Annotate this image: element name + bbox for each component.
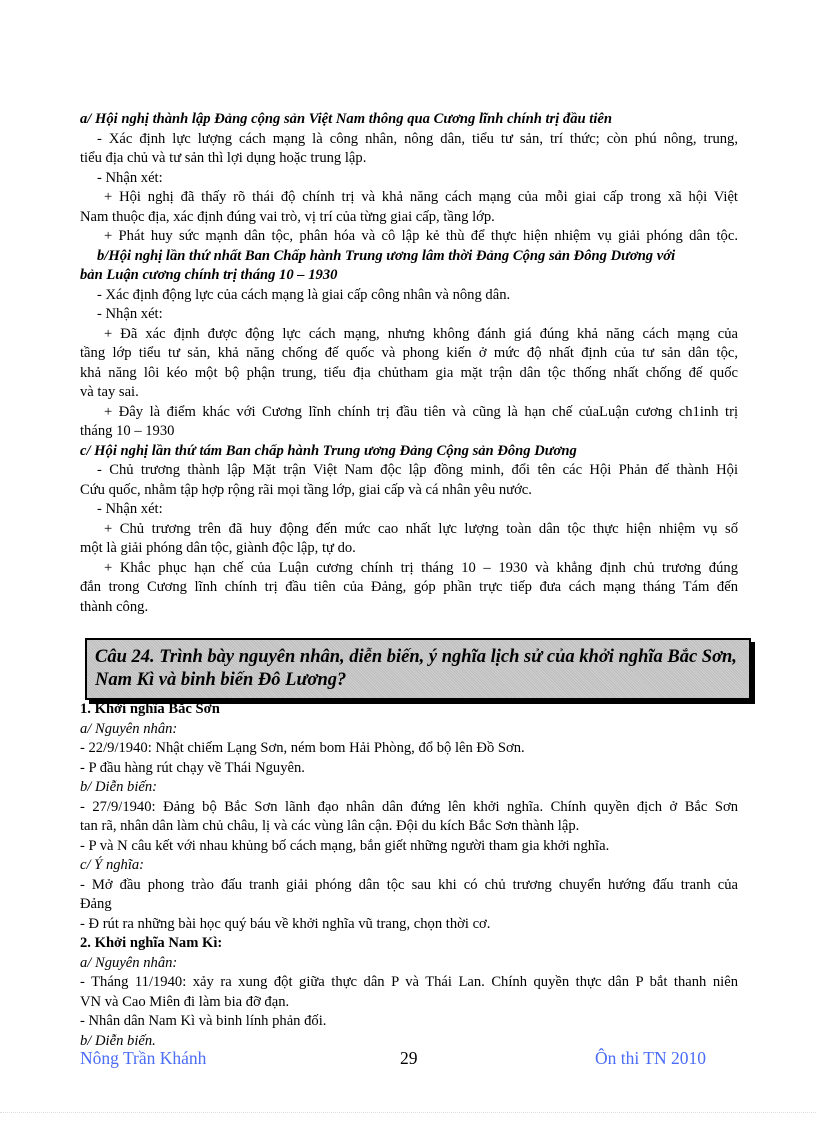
text-line: - Xác định động lực của cách mạng là giai cấp công nhân và nông dân.: [97, 286, 511, 303]
section-heading: a/ Hội nghị thành lập Đảng cộng sản Việt Nam thông qua Cương lĩnh chính trị đầu tiên: [80, 111, 612, 127]
text-line: - Nhân dân Nam Kì và binh lính phản đối.: [80, 1013, 327, 1029]
text-line: + Phát huy sức mạnh dân tộc, phân hóa và cô lập kẻ thù để thực hiện nhiệm vụ giải phóng dân tộc.: [104, 228, 738, 244]
section-party-conferences: [80, 110, 738, 617]
text-line: + Đã xác định được động lực cách mạng, nhưng không đánh giá đúng khả năng cách mạng của: [104, 325, 738, 342]
footer-title: Ôn thi TN 2010: [595, 1048, 706, 1068]
text-line: tiểu địa chủ và tư sản thì lợi dụng hoặc trung lập.: [80, 150, 367, 166]
text-line: - 22/9/1940: Nhật chiếm Lạng Sơn, ném bom Hải Phòng, đổ bộ lên Đồ Sơn.: [80, 740, 525, 756]
text-line: - Xác định lực lượng cách mạng là công nhân, nông dân, tiểu tư sản, trí thức; còn phú nông, trung,: [97, 130, 738, 147]
text-line: một là giải phóng dân tộc, giành độc lập, tự do.: [80, 540, 356, 556]
subheading: b/ Diễn biến.: [80, 1032, 156, 1049]
text-line: VN và Cao Miên đi làm bia đỡ đạn.: [80, 993, 290, 1010]
text-line: - Nhận xét:: [97, 501, 163, 517]
text-line: - Chủ trương thành lập Mặt trận Việt Nam độc lập đồng minh, đổi tên các Hội Phản đế thành Hội: [97, 462, 738, 478]
text-line: + Đây là điểm khác với Cương lĩnh chính trị đầu tiên và cũng là hạn chế củaLuận cương ch1inh trị: [104, 403, 738, 420]
section-heading: 2. Khởi nghĩa Nam Kì:: [80, 935, 223, 951]
text-line: + Hội nghị đã thấy rõ thái độ chính trị và khả năng cách mạng của mỗi giai cấp trong xã hội Việt: [104, 189, 738, 205]
footer-author: Nông Trần Khánh: [80, 1048, 207, 1068]
footer-page-number: 29: [400, 1048, 418, 1068]
text-line: tháng 10 – 1930: [80, 423, 175, 439]
text-line: và tay sai.: [80, 384, 139, 400]
subheading: c/ Ý nghĩa:: [80, 857, 145, 873]
text-line: đắn trong Cương lĩnh chính trị đầu tiên của Đảng, góp phần trực tiếp đưa cách mạng tháng Tám đến: [80, 579, 738, 595]
text-line: tầng lớp tiểu tư sản, khả năng chống đế quốc và phong kiến ở mức độ nhất định của tư sản dân tộc,: [80, 345, 738, 361]
text-line: Nam thuộc địa, xác định đúng vai trò, vị trí của từng giai cấp, tầng lớp.: [80, 208, 495, 225]
text-line: - Nhận xét:: [97, 306, 163, 322]
section-heading: b/Hội nghị lần thứ nhất Ban Chấp hành Trung ương lâm thời Đảng Cộng sản Đông Dương với: [97, 247, 676, 264]
text-line: khả năng lôi kéo một bộ phận trung, tiểu địa chủtham gia mặt trận dân tộc thống nhất chống đế quốc: [80, 364, 738, 381]
text-line: + Khắc phục hạn chế của Luận cương chính trị tháng 10 – 1930 và khẳng định chủ trương đúng: [104, 559, 738, 576]
text-line: + Chủ trương trên đã huy động đến mức cao nhất lực lượng toàn dân tộc thực hiện nhiệm vụ số: [104, 520, 738, 537]
text-line: - P đầu hàng rút chạy về Thái Nguyên.: [80, 759, 305, 776]
text-line: Đảng: [80, 896, 112, 912]
question-title-line: Câu 24. Trình bày nguyên nhân, diễn biến, ý nghĩa lịch sử của khởi nghĩa Bắc Sơn,: [95, 647, 737, 667]
subheading: a/ Nguyên nhân:: [80, 954, 178, 971]
text-line: - Tháng 11/1940: xảy ra xung đột giữa thực dân P và Thái Lan. Chính quyền thực dân P bắt thanh niên: [80, 974, 738, 990]
text-line: - P và N câu kết với nhau khủng bố cách mạng, bắn giết những người tham gia khởi nghĩa.: [80, 837, 610, 854]
page-edge-divider: [0, 1112, 816, 1113]
text-line: - Đ rút ra những bài học quý báu về khởi nghĩa vũ trang, chọn thời cơ.: [80, 915, 491, 932]
subheading: a/ Nguyên nhân:: [80, 720, 178, 737]
section-uprisings: [80, 700, 738, 1051]
text-line: tan rã, nhân dân làm chủ châu, lị và các vùng lân cận. Đội du kích Bắc Sơn thành lập.: [80, 818, 580, 834]
section-heading: bản Luận cương chính trị tháng 10 – 1930: [80, 267, 338, 283]
text-line: Cứu quốc, nhằm tập hợp rộng rãi mọi tầng lớp, giai cấp và cá nhân yêu nước.: [80, 481, 532, 498]
section-heading: 1. Khởi nghĩa Bắc Sơn: [80, 701, 220, 717]
text-line: thành công.: [80, 598, 149, 615]
text-line: - 27/9/1940: Đảng bộ Bắc Sơn lãnh đạo nhân dân đứng lên khởi nghĩa. Chính quyền địch ở Bắc Sơn: [80, 798, 738, 815]
text-line: - Nhận xét:: [97, 169, 163, 186]
section-heading: c/ Hội nghị lần thứ tám Ban chấp hành Trung ương Đảng Cộng sản Đông Dương: [80, 442, 577, 459]
subheading: b/ Diễn biến:: [80, 779, 158, 795]
question-title-line: Nam Kì và binh biến Đô Lương?: [95, 670, 347, 690]
text-line: - Mở đầu phong trào đấu tranh giải phóng dân tộc sau khi có chủ trương chuyển hướng đấu tranh của: [80, 876, 738, 893]
question-heading-box: [85, 638, 751, 700]
